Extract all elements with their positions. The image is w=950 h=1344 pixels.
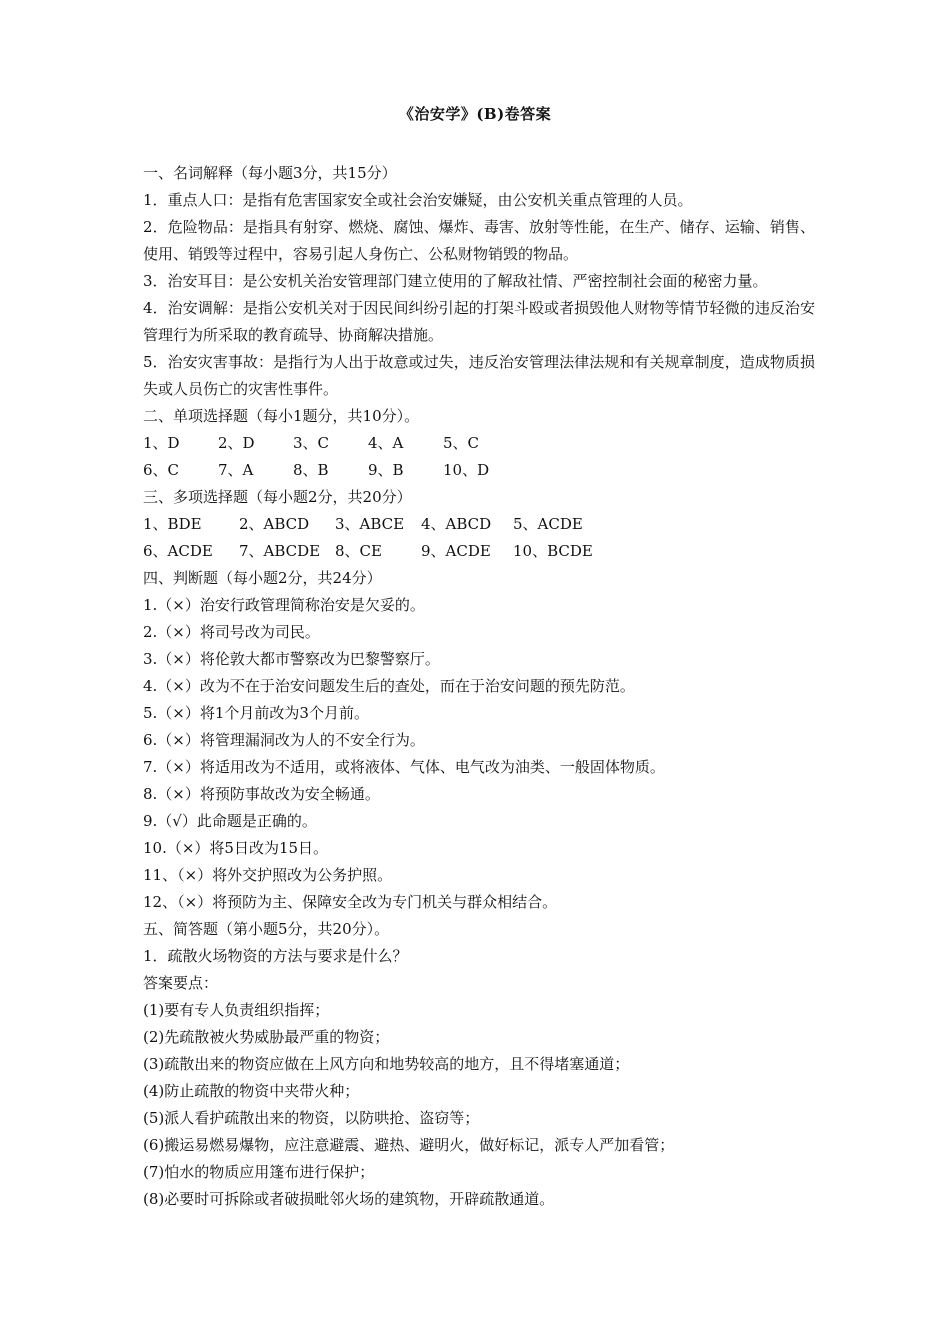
judgement-item: 6.（×）将管理漏洞改为人的不安全行为。 — [143, 731, 425, 749]
answer-row — [143, 511, 815, 538]
section-heading-short-answer: 五、简答题（第小题5分，共20分）。 — [143, 920, 390, 938]
judgement-item: 8.（×）将预防事故改为安全畅通。 — [143, 785, 380, 803]
answer-point: (8)必要时可拆除或者破损毗邻火场的建筑物，开辟疏散通道。 — [143, 1190, 555, 1208]
definition-item: 1．重点人口：是指有危害国家安全或社会治安嫌疑，由公安机关重点管理的人员。 — [143, 191, 693, 209]
answer-cell: 3、ABCE — [335, 515, 405, 533]
section-heading-definitions: 一、名词解释（每小题3分，共15分） — [143, 164, 397, 182]
definition-item: 4．治安调解：是指公安机关对于因民间纠纷引起的打架斗殴或者损毁他人财物等情节轻微的违反治安管理行为所采取的教育疏导、协商解决措施。 — [143, 299, 815, 344]
answer-cell: 6、C — [143, 461, 180, 479]
answer-cell: 9、B — [368, 461, 404, 479]
answer-cell: 10、D — [443, 461, 490, 479]
answer-cell: 9、ACDE — [421, 542, 491, 560]
definition-item: 3．治安耳目：是公安机关治安管理部门建立使用的了解敌社情、严密控制社会面的秘密力量。 — [143, 272, 768, 290]
answer-cell: 2、D — [218, 434, 255, 452]
judgement-item: 10.（×）将5日改为15日。 — [143, 839, 329, 857]
answer-cell: 8、CE — [335, 542, 382, 560]
answer-cell: 1、BDE — [143, 515, 202, 533]
judgement-item: 5.（×）将1个月前改为3个月前。 — [143, 704, 369, 722]
section-heading-single-choice: 二、单项选择题（每小1题分，共10分）。 — [143, 407, 420, 425]
answer-cell: 8、B — [293, 461, 329, 479]
answer-cell: 6、ACDE — [143, 542, 213, 560]
answer-point: (6)搬运易燃易爆物，应注意避震、避热、避明火，做好标记，派专人严加看管； — [143, 1136, 675, 1154]
judgement-item: 3.（×）将伦敦大都市警察改为巴黎警察厅。 — [143, 650, 440, 668]
document-body — [143, 160, 815, 1213]
answer-cell: 5、C — [443, 434, 480, 452]
answer-cell: 2、ABCD — [239, 515, 310, 533]
answer-row — [143, 430, 815, 457]
judgement-item: 4.（×）改为不在于治安问题发生后的查处，而在于治安问题的预先防范。 — [143, 677, 635, 695]
definition-item: 2．危险物品：是指具有射穿、燃烧、腐蚀、爆炸、毒害、放射等性能，在生产、储存、运输、销售、使用、销毁等过程中，容易引起人身伤亡、公私财物销毁的物品。 — [143, 218, 815, 263]
judgement-item: 11、（×）将外交护照改为公务护照。 — [143, 866, 393, 884]
answer-point: (1)要有专人负责组织指挥； — [143, 1001, 330, 1019]
answer-point: (2)先疏散被火势威胁最严重的物资； — [143, 1028, 390, 1046]
answer-row — [143, 457, 815, 484]
answer-cell: 4、A — [368, 434, 404, 452]
document-title: 《治安学》(B)卷答案 — [398, 105, 552, 123]
judgement-item: 7.（×）将适用改为不适用，或将液体、气体、电气改为油类、一般固体物质。 — [143, 758, 665, 776]
judgement-item: 9.（√）此命题是正确的。 — [143, 812, 317, 830]
judgement-item: 1.（×）治安行政管理简称治安是欠妥的。 — [143, 596, 425, 614]
section-heading-multiple-choice: 三、多项选择题（每小题2分，共20分） — [143, 488, 412, 506]
answer-row — [143, 538, 815, 565]
answer-cell: 1、D — [143, 434, 180, 452]
answer-point: (7)怕水的物质应用篷布进行保护； — [143, 1163, 375, 1181]
answer-point: (5)派人看护疏散出来的物资，以防哄抢、盗窃等； — [143, 1109, 480, 1127]
judgement-item: 2.（×）将司号改为司民。 — [143, 623, 320, 641]
answer-cell: 10、BCDE — [513, 542, 593, 560]
answer-point: (4)防止疏散的物资中夹带火种； — [143, 1082, 360, 1100]
answer-cell: 5、ACDE — [513, 515, 583, 533]
definition-item: 5．治安灾害事故：是指行为人出于故意或过失，违反治安管理法律法规和有关规章制度，造成物质损失或人员伤亡的灾害性事件。 — [143, 353, 815, 398]
section-heading-true-false: 四、判断题（每小题2分，共24分） — [143, 569, 382, 587]
question-text: 1．疏散火场物资的方法与要求是什么？ — [143, 947, 408, 965]
answer-cell: 7、ABCDE — [239, 542, 321, 560]
answer-label: 答案要点： — [143, 974, 219, 992]
answer-cell: 7、A — [218, 461, 254, 479]
answer-point: (3)疏散出来的物资应做在上风方向和地势较高的地方，且不得堵塞通道； — [143, 1055, 630, 1073]
answer-cell: 4、ABCD — [421, 515, 492, 533]
answer-cell: 3、C — [293, 434, 330, 452]
judgement-item: 12、（×）将预防为主、保障安全改为专门机关与群众相结合。 — [143, 893, 558, 911]
